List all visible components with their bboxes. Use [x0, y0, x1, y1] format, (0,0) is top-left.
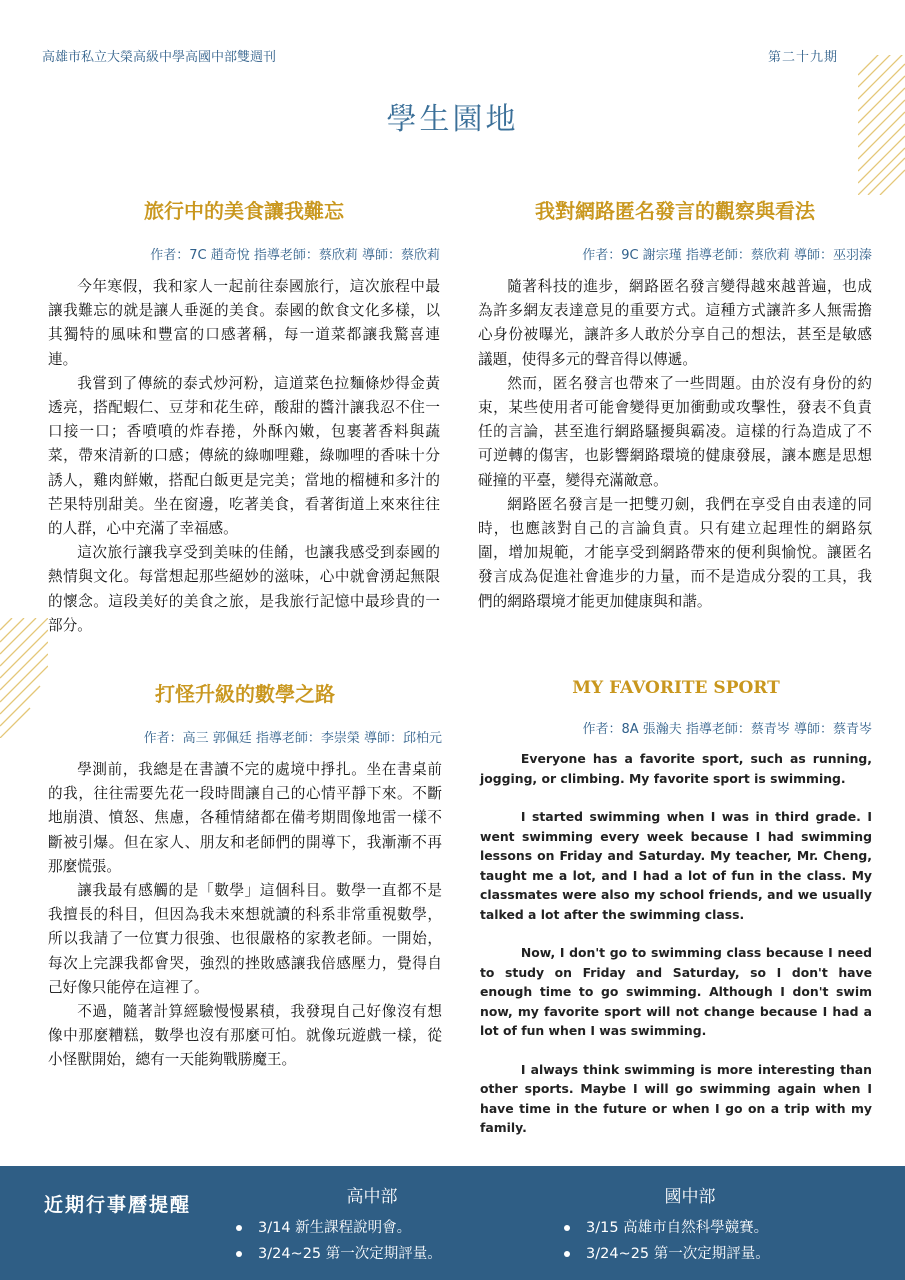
article-title: 我對網路匿名發言的觀察與看法	[535, 199, 815, 223]
calendar-junior	[560, 1182, 820, 1267]
article-body	[478, 275, 872, 614]
article-food	[48, 195, 440, 638]
article-title: 旅行中的美食讓我難忘	[144, 199, 344, 223]
calendar-footer	[0, 1166, 905, 1280]
article-internet	[478, 195, 872, 614]
calendar-title: 近期行事曆提醒	[44, 1194, 192, 1216]
article-body	[48, 275, 440, 638]
diagonal-stripes-decoration-left	[0, 618, 48, 738]
article-title: 打怪升級的數學之路	[155, 682, 335, 706]
paragraph: Everyone has a favorite sport, such as running, jogging, or climbing. My favorite sport is swimming.	[480, 751, 872, 786]
calendar-junior-heading: 國中部	[664, 1187, 716, 1207]
issue-number: 第二十九期	[768, 50, 839, 65]
page-title: 學生園地	[386, 102, 519, 137]
article-sport	[480, 678, 872, 1138]
article-math	[48, 678, 442, 1073]
calendar-senior	[232, 1182, 512, 1267]
paragraph: 學測前，我總是在書讀不完的處境中掙扎。坐在書桌前的我，往往需要先花一段時間讓自己的心情平靜下來。不斷地崩潰、憤怒、焦慮，各種情緒都在備考期間像地雷一樣不斷被引爆。但在家人、朋友和老師們的開導下，我漸漸不再那麼慌張。	[48, 761, 442, 875]
newsletter-name: 高雄市私立大榮高級中學高國中部雙週刊	[42, 50, 277, 65]
article-author: 作者：9C 謝宗瑾 指導老師：蔡欣莉 導師：巫羽溱	[582, 248, 872, 263]
paragraph: Now, I don't go to swimming class because I need to study on Friday and Saturday, so I don't have enough time to go swimming. Although I don't swim now, my favorite sport will not change because I had a lot of fun when I was swimming.	[480, 945, 872, 1038]
article-author: 作者：8A 張瀚夫 指導老師：蔡青岑 導師：蔡青岑	[582, 722, 872, 737]
paragraph: I started swimming when I was in third grade. I went swimming every week because I had swimming lessons on Friday and Saturday. My teacher, Mr. Cheng, taught me a lot, and I had a lot of fun in the class. My classmates were also my school friends, and we usually talked a lot after the swimming class.	[480, 809, 872, 922]
calendar-item: 3/15 高雄市自然科學競賽。	[560, 1215, 820, 1241]
article-title: MY FAVORITE SPORT	[572, 678, 780, 698]
paragraph: I always think swimming is more interesting than other sports. Maybe I will go swimming again when I have time in the future or when I go on a trip with my family.	[480, 1061, 872, 1135]
paragraph: 不過，隨著計算經驗慢慢累積，我發現自己好像沒有想像中那麼糟糕，數學也沒有那麼可怕。就像玩遊戲一樣，從小怪獸開始，總有一天能夠戰勝魔王。	[48, 1003, 442, 1069]
article-author: 作者：高三 郭佩廷 指導老師：李崇榮 導師：邱柏元	[143, 731, 442, 746]
paragraph: 讓我最有感觸的是「數學」這個科目。數學一直都不是我擅長的科目，但因為我未來想就讀的科系非常重視數學，所以我請了一位實力很強、也很嚴格的家教老師。一開始，每次上完課我都會哭，強烈的挫敗感讓我倍感壓力，覺得自己好像只能停在這裡了。	[48, 882, 442, 996]
paragraph: 然而，匿名發言也帶來了一些問題。由於沒有身份的約束，某些使用者可能會變得更加衝動或攻擊性，發表不負責任的言論，甚至進行網路騷擾與霸凌。這樣的行為造成了不可逆轉的傷害，也影響網路環境的健康發展，讓本應是思想碰撞的平臺，變得充滿敵意。	[478, 374, 872, 489]
paragraph: 這次旅行讓我享受到美味的佳餚，也讓我感受到泰國的熱情與文化。每當想起那些絕妙的滋味，心中就會湧起無限的懷念。這段美好的美食之旅，是我旅行記憶中最珍貴的一部分。	[48, 544, 440, 634]
paragraph: 隨著科技的進步，網路匿名發言變得越來越普遍，也成為許多網友表達意見的重要方式。這種方式讓許多人無需擔心身份被曝光，讓許多人敢於分享自己的想法，甚至是敏感議題，使得多元的聲音得以傳遞。	[478, 278, 872, 368]
paragraph: 網路匿名發言是一把雙刃劍，我們在享受自由表達的同時，也應該對自己的言論負責。只有建立起理性的網路氛圍，增加規範，才能享受到網路帶來的便利與愉悅。讓匿名發言成為促進社會進步的力量，而不是造成分裂的工具，我們的網路環境才能更加健康與和諧。	[478, 495, 872, 610]
calendar-item: 3/24~25 第一次定期評量。	[232, 1241, 512, 1267]
article-body	[480, 749, 872, 1138]
calendar-item: 3/24~25 第一次定期評量。	[560, 1241, 820, 1267]
calendar-item: 3/14 新生課程說明會。	[232, 1215, 512, 1241]
calendar-senior-heading: 高中部	[346, 1187, 398, 1207]
paragraph: 我嘗到了傳統的泰式炒河粉，這道菜色拉麵條炒得金黃透亮，搭配蝦仁、豆芽和花生碎，酸甜的醬汁讓我忍不住一口接一口；香噴噴的炸春捲，外酥內嫩，包裹著香料與蔬菜，帶來清新的口感；傳統的綠咖哩雞，綠咖哩的香味十分誘人，雞肉鮮嫩，搭配白飯更是完美；當地的榴槤和多汁的芒果特別甜美。坐在窗邊，吃著美食，看著街道上來來往往的人群，心中充滿了幸福感。	[48, 374, 440, 538]
article-author: 作者：7C 趙奇悅 指導老師：蔡欣莉 導師：蔡欣莉	[150, 248, 440, 263]
diagonal-stripes-decoration	[858, 55, 905, 195]
article-body	[48, 758, 442, 1073]
paragraph: 今年寒假，我和家人一起前往泰國旅行，這次旅程中最讓我難忘的就是讓人垂涎的美食。泰國的飲食文化多樣，以其獨特的風味和豐富的口感著稱，每一道菜都讓我驚喜連連。	[48, 278, 440, 368]
